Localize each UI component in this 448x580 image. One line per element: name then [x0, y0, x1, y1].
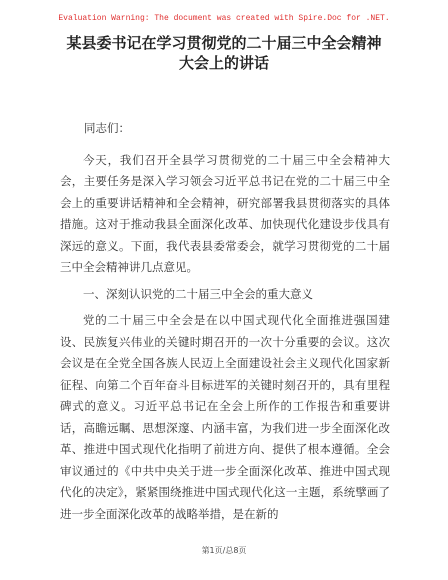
document-title: 某县委书记在学习贯彻党的二十届三中全会精神大会上的讲话 — [66, 34, 382, 72]
page-footer: 第1页/总8页 — [201, 546, 247, 555]
paragraph-intro: 今天，我们召开全县学习贯彻党的二十届三中全会精神大会，主要任务是深入学习领会习近平总书记在党的二十届三中全会上的重要讲话精神和全会精神，研究部署我县贯彻落实的具体措施。这对于推动我县全面深化改革、加快现代化建设步伐具有深远的意义。下面，我代表县委常委会，就学习贯彻党的二十届三中全会精神讲几点意见。 — [60, 152, 390, 274]
greeting: 同志们： — [84, 121, 130, 135]
section-heading: 一、深刻认识党的二十届三中全会的重大意义 — [83, 286, 313, 301]
document-body — [60, 118, 390, 530]
evaluation-warning: Evaluation Warning: The document was created with Spire.Doc for .NET. — [58, 14, 390, 23]
paragraph-significance: 党的二十届三中全会是在以中国式现代化全面推进强国建设、民族复兴伟业的关键时期召开的一次十分重要的会议。这次会议是在全党全国各族人民迈上全面建设社会主义现代化国家新征程、向第二个百年奋斗目标进军的关键时刻召开的，具有里程碑式的意义。习近平总书记在全会上所作的工作报告和重要讲话，高瞻远瞩、思想深邃、内涵丰富，为我们进一步全面深化改革、推进中国式现代化指明了前进方向、提供了根本遵循。全会审议通过的《中共中央关于进一步全面深化改革、推进中国式现代化的决定》，紧紧围绕推进中国式现代化这一主题，系统擘画了进一步全面深化改革的战略举措，是在新的 — [60, 313, 390, 521]
